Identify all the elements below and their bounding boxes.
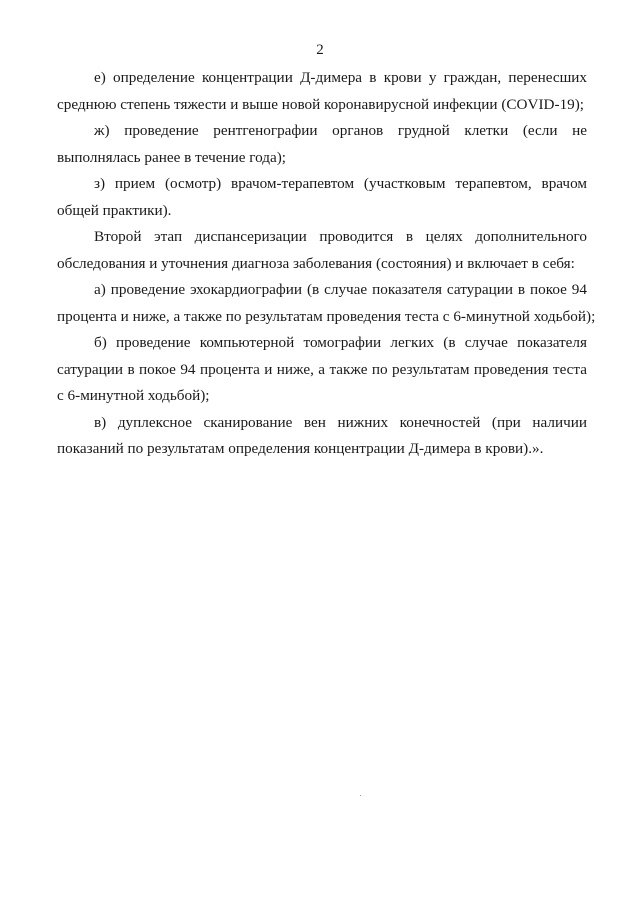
paragraph-line: а) проведение эхокардиографии (в случае показателя сатурации в покое 94 — [94, 281, 587, 298]
paragraph-second-stage — [57, 224, 587, 277]
paragraph-line: е) определение концентрации Д-димера в крови у граждан, перенесших — [94, 69, 587, 86]
page-number: 2 — [316, 42, 324, 58]
paragraph-z — [57, 171, 587, 224]
paragraph-b — [57, 330, 587, 410]
paragraph-line: показаний по результатам определения концентрации Д-димера в крови).». — [57, 440, 544, 457]
paragraph-v — [57, 410, 587, 463]
paragraph-zh — [57, 118, 587, 171]
paragraph-line: з) прием (осмотр) врачом-терапевтом (участковым терапевтом, врачом — [94, 175, 587, 192]
paragraph-line: среднюю степень тяжести и выше новой коронавирусной инфекции (COVID-19); — [57, 95, 585, 113]
paragraph-line: ж) проведение рентгенографии органов грудной клетки (если не — [94, 122, 587, 139]
paragraph-line: с 6-минутной ходьбой); — [57, 387, 210, 404]
paragraph-line: общей практики). — [57, 201, 172, 219]
paragraph-line: Второй этап диспансеризации проводится в целях дополнительного — [94, 228, 587, 245]
paragraph-e — [57, 65, 587, 118]
paragraph-line: в) дуплексное сканирование вен нижних конечностей (при наличии — [94, 413, 587, 431]
document-body — [57, 65, 596, 463]
paragraph-line: процента и ниже, а также по результатам проведения теста с 6-минутной ходьбой); — [57, 307, 596, 325]
paragraph-line: выполнялась ранее в течение года); — [57, 148, 287, 166]
paragraph-a — [57, 277, 596, 330]
paragraph-line: обследования и уточнения диагноза заболевания (состояния) и включает в себя: — [57, 254, 575, 272]
scan-speck — [360, 795, 361, 796]
paragraph-line: б) проведение компьютерной томографии легких (в случае показателя — [94, 334, 587, 351]
paragraph-line: сатурации в покое 94 процента и ниже, а также по результатам проведения теста — [57, 360, 587, 378]
